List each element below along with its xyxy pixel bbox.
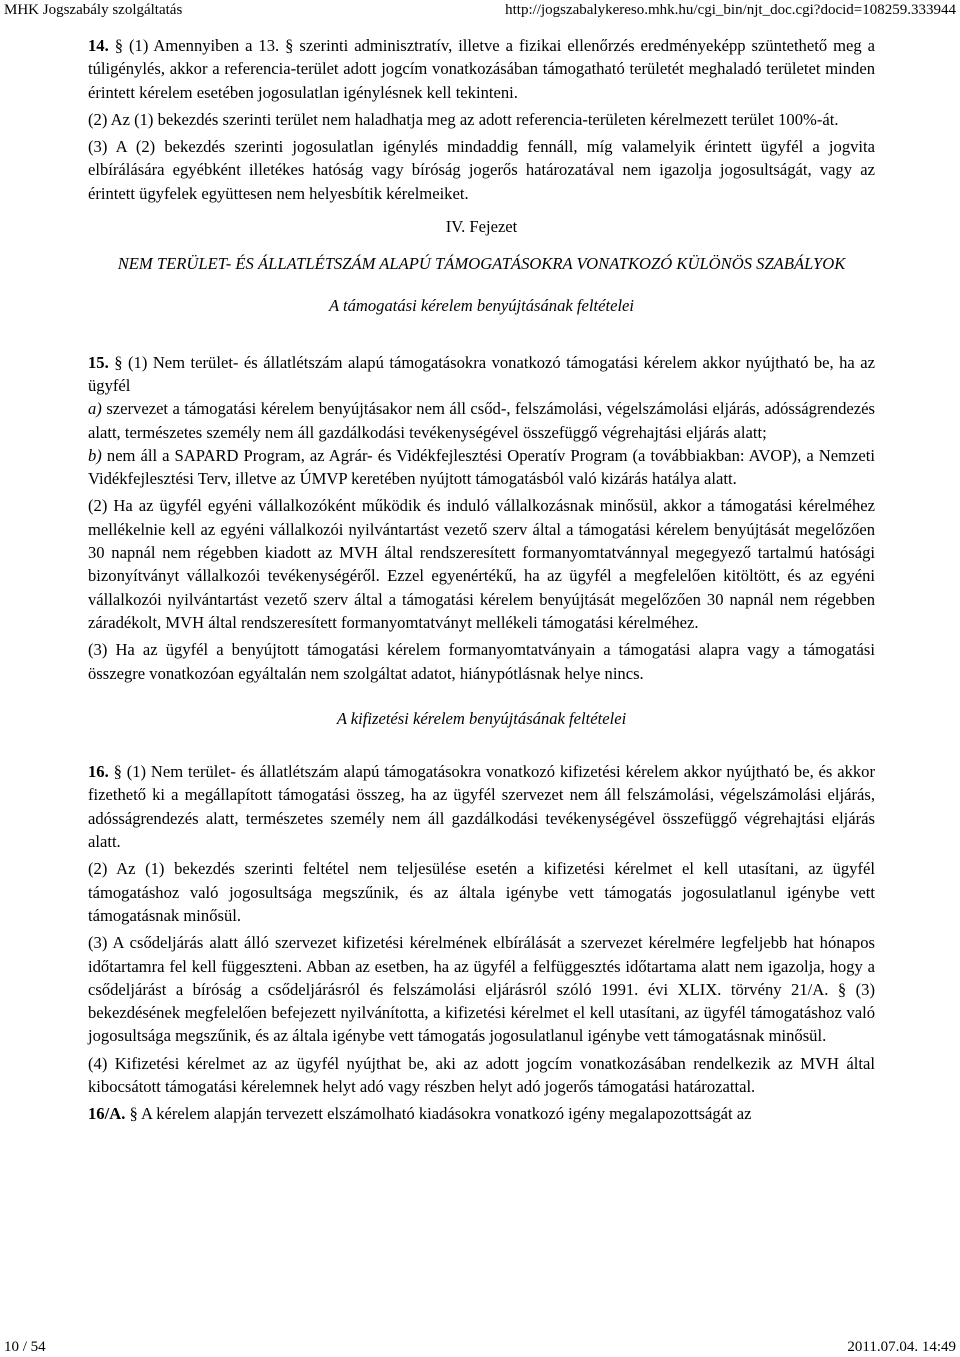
- section-16-paragraph-2: (2) Az (1) bekezdés szerinti feltétel nem teljesülése esetén a kifizetési kérelmet el kell utasítani, az ügyfél támogatáshoz való jogosultsága megszűnik, és az általa igénybe vett támogatás jogosulatlanul igénybe vett támogatásnak minősül.: [88, 859, 875, 925]
- chapter-heading: IV. Fejezet: [445, 217, 518, 237]
- point-b-text: nem áll a SAPARD Program, az Agrár- és Vidékfejlesztési Operatív Program (a továbbiakban: AVOP), a Nemzeti Vidékfejlesztési Terv, illetve az ÚMVP keretében nyújtott támogatásból való kizárás hatálya alatt.: [88, 445, 875, 489]
- section-16-paragraph-3: (3) A csődeljárás alatt álló szervezet kifizetési kérelmének elbírálását a szervezet kérelmére legfeljebb hat hónapos időtartamra fel kell függeszteni. Abban az esetben, ha az ügyfél a felfüggesztés időtartama alatt nem igazolja, hogy a csődeljárást a bíróság a csődeljárásról és felszámolási eljárásról szóló 1991. évi XLIX. törvény 21/A. § (3) bekezdésének megfelelően befejezett nyilvánította, a kifizetési kérelmet el kell utasítani, az ügyfél támogatáshoz való jogosultsága megszűnik, és az általa igénybe vett támogatás jogosulatlanul igénybe vett támogatásnak minősül.: [88, 933, 875, 1046]
- section-15-number: 15.: [88, 352, 109, 372]
- subtitle-application-conditions: A támogatási kérelem benyújtásának feltételei: [328, 296, 635, 316]
- section-15-point-b: [88, 444, 875, 491]
- section-16a-paragraph-1: [88, 1102, 875, 1125]
- section-16-paragraph-4: (4) Kifizetési kérelmet az az ügyfél nyújthat be, aki az adott jogcím vonatkozásában rendelkezik az MVH által kibocsátott támogatási kérelemnek helyt adó vagy részben helyt adó jogerős támogatási határozattal.: [88, 1053, 875, 1096]
- point-b-label: b): [88, 445, 102, 465]
- browser-print-header: [0, 0, 960, 22]
- section-16-number: 16.: [88, 762, 109, 782]
- section-15-paragraph-3: (3) Ha az ügyfél a benyújtott támogatási kérelem formanyomtatványain a támogatási alapra vagy a támogatási összegre vonatkozóan egyáltalán nem szolgáltat adatot, hiánypótlásnak helye nincs.: [88, 640, 875, 683]
- section-15-text-1: § (1) Nem terület- és állatlétszám alapú támogatásokra vonatkozó támogatási kérelem akkor nyújtható be, ha az ügyfél: [88, 352, 875, 395]
- section-15-paragraph-1: [88, 351, 875, 398]
- page-counter: 10 / 54: [4, 1339, 46, 1355]
- section-14-paragraph-1: [88, 34, 875, 104]
- subtitle-payment-conditions: A kifizetési kérelem benyújtásának feltételei: [336, 708, 627, 728]
- header-site-name: MHK Jogszabály szolgáltatás: [4, 2, 183, 18]
- header-url: http://jogszabalykereso.mhk.hu/cgi_bin/njt_doc.cgi?docid=108259.333944: [505, 2, 956, 18]
- point-a-text: szervezet a támogatási kérelem benyújtásakor nem áll csőd-, felszámolási, végelszámolási eljárás, adósságrendezés alatt, természetes személy nem áll gazdálkodási tevékenységével összefüggő végrehajtási eljárás alatt;: [88, 399, 875, 442]
- chapter-title: NEM TERÜLET- ÉS ÁLLATLÉTSZÁM ALAPÚ TÁMOGATÁSOKRA VONATKOZÓ KÜLÖNÖS SZABÁLYOK: [117, 254, 846, 274]
- legal-document-body: [88, 34, 875, 1126]
- section-15-paragraph-2: (2) Ha az ügyfél egyéni vállalkozóként működik és induló vállalkozásnak minősül, akkor a támogatási kérelméhez mellékelnie kell az egyéni vállalkozói nyilvántartást vezető szerv által a támogatási kérelem benyújtását megelőzően 30 napnál nem régebben kiadott az MVH által rendszeresített formanyomtatvánnyal megegyező tartalmú hatósági bizonyítványt vállalkozói tevékenységéről. Ezzel egyenértékű, ha az ügyfél a megfelelően kitöltött, és az egyéni vállalkozói nyilvántartást vezető szerv által a támogatási kérelem benyújtását megelőzően 30 napnál nem régebben záradékolt, MVH által rendszeresített formanyomtatványt mellékeli támogatási kérelméhez.: [88, 496, 875, 632]
- section-14-number: 14.: [88, 36, 109, 55]
- section-15-point-a: [88, 397, 875, 444]
- section-16-text-1: § (1) Nem terület- és állatlétszám alapú támogatásokra vonatkozó kifizetési kérelem akkor nyújtható be, és akkor fizethető ki a megállapított támogatási összeg, ha az ügyfél szervezet nem áll felszámolási, végelszámolási eljárás, adósságrendezés alatt, természetes személy nem áll gazdálkodási tevékenységével összefüggő végrehajtási eljárás alatt.: [88, 762, 875, 852]
- section-14-paragraph-2: (2) Az (1) bekezdés szerinti terület nem haladhatja meg az adott referencia-területen kérelmezett terület 100%-át.: [88, 109, 839, 129]
- point-a-label: a): [88, 399, 102, 419]
- section-14-text-1: § (1) Amennyiben a 13. § szerinti adminisztratív, illetve a fizikai ellenőrzés eredményeképp szüntethető meg a túligénylés, akkor a referencia-terület adott jogcím vonatkozásában támogatható területét meghaladó területet minden érintett kérelem esetében jogosulatlan igénylésnek kell tekinteni.: [88, 36, 876, 102]
- section-16-paragraph-1: [88, 760, 875, 853]
- print-datetime: 2011.07.04. 14:49: [847, 1339, 956, 1355]
- section-16a-text-1: § A kérelem alapján tervezett elszámolható kiadásokra vonatkozó igény megalapozottságát az: [129, 1104, 752, 1124]
- section-14-paragraph-3: (3) A (2) bekezdés szerinti jogosulatlan igénylés mindaddig fennáll, míg valamelyik érintett ügyfél a jogvita elbírálására egyébként illetékes hatóság vagy bíróság jogerős határozatával nem igazolja jogosultságát, vagy az érintett ügyfelek együttesen nem helyesbítik kérelmeiket.: [88, 137, 875, 203]
- section-16a-number: 16/A.: [88, 1104, 126, 1124]
